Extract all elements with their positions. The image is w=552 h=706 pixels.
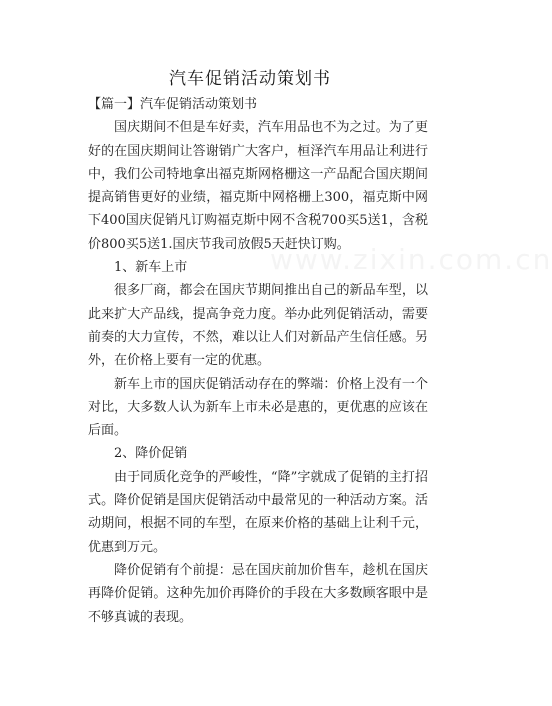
paragraph-new-car-drawback: 新车上市的国庆促销活动存在的弊端：价格上没有一个对比，大多数人认为新车上市未必是惠的，更优惠的应该在后面。 [88, 376, 428, 439]
document-body [88, 93, 428, 629]
watermark: www.zixin.com.cn [270, 243, 552, 276]
paragraph-price-cut-premise: 降价促销有个前提：忌在国庆前加价售车，趁机在国庆再降价促销。这种先加价再降价的手段在大多数顾客眼中是不够真诚的表现。 [88, 562, 428, 625]
paragraph-price-cut: 由于同质化竞争的严峻性，“降”字就成了促销的主打招式。降价促销是国庆促销活动中最常见的一种活动方案。活动期间，根据不同的车型，在原来价格的基础上让利千元，优惠到万元。 [88, 469, 428, 555]
section-heading-price-cut: 2、降价促销 [114, 446, 188, 462]
paragraph-new-car: 很多厂商，都会在国庆节期间推出自己的新品车型，以此来扩大产品线，提高争竞力度。举办此列促销活动，需要前奏的大力宣传，不然，难以让人们对新品产生信任感。另外，在价格上要有一定的优惠。 [88, 283, 428, 369]
paragraph-intro: 国庆期间不但是车好卖，汽车用品也不为之过。为了更好的在国庆期间让答谢销广大客户，桓泽汽车用品让利进行中，我们公司特地拿出福克斯网格栅这一产品配合国庆期间提高销售更好的业绩，福克斯中网格栅上300，福克斯中网下400国庆促销凡订购福克斯中网不含税700买5送1，含税价800买5送1.国庆节我司放假5天赶快订购。 [88, 120, 428, 252]
section-heading-new-car: 1、新车上市 [114, 260, 188, 276]
document-title: 汽车促销活动策划书 [169, 69, 331, 89]
chapter-heading: 【篇一】汽车促销活动策划书 [88, 97, 258, 112]
